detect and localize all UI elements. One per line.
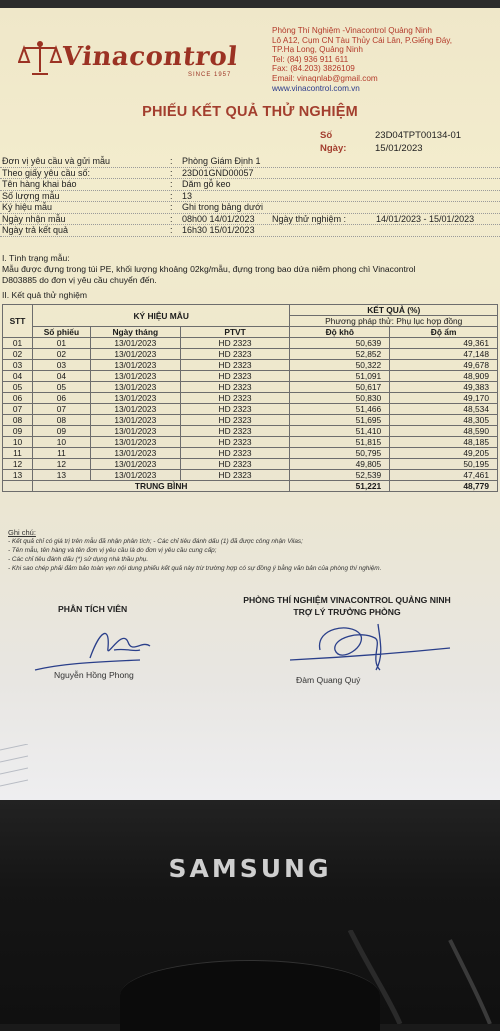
table-row — [3, 470, 498, 481]
cell-dokho: 51,091 — [290, 371, 390, 382]
cell-dokho: 51,466 — [290, 404, 390, 415]
logo-wordmark: Vinacontrol — [60, 42, 240, 72]
cell-ptvt: HD 2323 — [180, 371, 290, 382]
cell-sophieu: 13 — [32, 470, 90, 481]
header-ptvt: PTVT — [180, 327, 290, 338]
cell-ngay: 13/01/2023 — [90, 437, 180, 448]
cell-ngay: 13/01/2023 — [90, 404, 180, 415]
cell-ptvt: HD 2323 — [180, 448, 290, 459]
scales-logo-icon — [18, 38, 62, 78]
cell-ngay: 13/01/2023 — [90, 393, 180, 404]
cell-ptvt: HD 2323 — [180, 404, 290, 415]
header-ngaythang: Ngày tháng — [90, 327, 180, 338]
cell-doam: 50,195 — [390, 459, 498, 470]
vinacontrol-logo — [18, 38, 248, 83]
results-table — [2, 304, 498, 492]
header-phuongphap: Phương pháp thử: Phụ lục hợp đồng — [290, 316, 498, 327]
cell-ptvt: HD 2323 — [180, 426, 290, 437]
cell-ptvt: HD 2323 — [180, 393, 290, 404]
cell-sophieu: 12 — [32, 459, 90, 470]
analyst-name: Nguyễn Hồng Phong — [54, 670, 134, 680]
table-row — [3, 404, 498, 415]
cell-ptvt: HD 2323 — [180, 437, 290, 448]
cell-ptvt: HD 2323 — [180, 349, 290, 360]
info-value: 13 — [182, 190, 193, 201]
table-row — [3, 393, 498, 404]
approver-title-line: PHÒNG THÍ NGHIỆM VINACONTROL QUẢNG NINH — [243, 595, 451, 605]
document-meta — [320, 129, 461, 155]
address-line: Fax: (84.203) 3826109 — [272, 64, 355, 74]
analyst-title: PHÂN TÍCH VIÊN — [58, 604, 128, 614]
analyst-signature — [30, 620, 180, 676]
cell-doam: 49,361 — [390, 338, 498, 349]
table-row — [3, 349, 498, 360]
info-value: 08h00 14/01/2023 — [182, 213, 255, 224]
cell-ngay: 13/01/2023 — [90, 426, 180, 437]
address-line: TP.Hạ Long, Quảng Ninh — [272, 45, 363, 55]
info-key: Ngày trả kết quả — [2, 225, 69, 235]
cell-doam: 47,461 — [390, 470, 498, 481]
table-row — [3, 459, 498, 470]
info-colon: : — [170, 213, 173, 224]
logo-since: SINCE 1957 — [188, 72, 232, 78]
sample-condition — [2, 264, 498, 286]
approver-title — [212, 594, 482, 618]
info-row — [0, 202, 500, 214]
cable-icon — [330, 930, 500, 1024]
cell-doam: 48,185 — [390, 437, 498, 448]
info-row — [0, 225, 500, 237]
header-dokho: Độ khô — [290, 327, 390, 338]
cell-dokho: 52,852 — [290, 349, 390, 360]
cell-dokho: 51,815 — [290, 437, 390, 448]
cell-dokho: 51,695 — [290, 415, 390, 426]
info-key: Ngày nhận mẫu — [2, 213, 66, 224]
cell-stt: 07 — [3, 404, 33, 415]
condition-line: D803885 do đơn vị yêu cầu chuyển đến. — [2, 275, 157, 285]
cell-ngay: 13/01/2023 — [90, 371, 180, 382]
cell-ptvt: HD 2323 — [180, 360, 290, 371]
cell-dokho: 50,617 — [290, 382, 390, 393]
cell-sophieu: 09 — [32, 426, 90, 437]
section-heading: I. Tình trạng mẫu: — [2, 253, 70, 263]
cell-doam: 48,909 — [390, 371, 498, 382]
website-link: www.vinacontrol.com.vn — [272, 83, 360, 93]
info-colon: : — [170, 202, 173, 212]
info-value: 23D01GND00057 — [182, 167, 254, 178]
cell-dokho: 50,830 — [290, 393, 390, 404]
cell-doam: 48,305 — [390, 415, 498, 426]
sample-info — [0, 156, 500, 237]
monitor-brand-logo: SAMSUNG — [168, 854, 332, 883]
info-key: Ký hiệu mẫu — [2, 202, 53, 212]
cell-stt: 06 — [3, 393, 33, 404]
cell-doam: 49,383 — [390, 382, 498, 393]
cell-dokho: 49,805 — [290, 459, 390, 470]
total-dokho: 51,221 — [290, 481, 390, 492]
lab-address — [272, 26, 500, 93]
info-row — [0, 168, 500, 180]
cell-doam: 49,205 — [390, 448, 498, 459]
cell-ngay: 13/01/2023 — [90, 338, 180, 349]
screen-edge-lines — [0, 744, 28, 800]
cell-ngay: 13/01/2023 — [90, 382, 180, 393]
ngay-value: 15/01/2023 — [375, 143, 423, 154]
table-row — [3, 437, 498, 448]
cell-ngay: 13/01/2023 — [90, 470, 180, 481]
cell-sophieu: 02 — [32, 349, 90, 360]
cell-dokho: 50,639 — [290, 338, 390, 349]
cell-stt: 08 — [3, 415, 33, 426]
header-sophieu: Số phiếu — [32, 327, 90, 338]
note-line: - Khi sao chép phải đảm bảo toàn vẹn nội dung phiếu kết quả này trừ trường hợp có sự đồng ý bằng văn bản của phòng thí nghiệm. — [8, 565, 382, 572]
cell-dokho: 51,410 — [290, 426, 390, 437]
cell-ptvt: HD 2323 — [180, 338, 290, 349]
info-value: 14/01/2023 - 15/01/2023 — [376, 213, 475, 224]
cell-sophieu: 08 — [32, 415, 90, 426]
total-row — [3, 481, 498, 492]
info-key: Ngày thử nghiệm : — [272, 213, 347, 224]
approver-signature — [280, 620, 460, 680]
cell-doam: 49,170 — [390, 393, 498, 404]
cell-doam: 48,590 — [390, 426, 498, 437]
so-label: Số — [320, 130, 333, 141]
cell-doam: 47,148 — [390, 349, 498, 360]
header-kyhieu: KÝ HIỆU MẪU — [32, 305, 289, 327]
total-spacer — [3, 481, 33, 492]
table-row — [3, 426, 498, 437]
cell-doam: 49,678 — [390, 360, 498, 371]
table-row — [3, 415, 498, 426]
cell-dokho: 50,322 — [290, 360, 390, 371]
total-doam: 48,779 — [390, 481, 498, 492]
cell-stt: 13 — [3, 470, 33, 481]
section-heading: II. Kết quả thử nghiệm — [2, 290, 88, 300]
total-label: TRUNG BÌNH — [32, 481, 289, 492]
cell-stt: 10 — [3, 437, 33, 448]
monitor-screen — [0, 8, 500, 800]
cell-doam: 48,534 — [390, 404, 498, 415]
cell-stt: 03 — [3, 360, 33, 371]
cell-sophieu: 11 — [32, 448, 90, 459]
info-value: Phòng Giám Định 1 — [182, 156, 261, 166]
info-key: Tên hàng khai báo — [2, 179, 77, 189]
info-value: Dăm gỗ keo — [182, 179, 231, 189]
cell-stt: 09 — [3, 426, 33, 437]
address-line: Lô A12, Cụm CN Tàu Thủy Cái Lân, P.Giếng Đáy, — [272, 35, 453, 45]
document-header — [0, 8, 500, 168]
cell-ngay: 13/01/2023 — [90, 448, 180, 459]
so-value: 23D04TPT00134-01 — [375, 130, 462, 141]
cell-stt: 01 — [3, 338, 33, 349]
cell-dokho: 52,539 — [290, 470, 390, 481]
info-row — [0, 214, 500, 226]
info-row — [0, 179, 500, 191]
approver-name: Đàm Quang Quý — [296, 675, 361, 685]
cell-ngay: 13/01/2023 — [90, 415, 180, 426]
info-value: Ghi trong bảng dưới — [182, 202, 263, 212]
note-line: - Các chỉ tiêu đánh dấu (*) sử dụng nhà thầu phụ. — [8, 556, 149, 563]
cell-ptvt: HD 2323 — [180, 382, 290, 393]
cell-sophieu: 01 — [32, 338, 90, 349]
info-row — [0, 156, 500, 168]
table-row — [3, 382, 498, 393]
header-ketqua: KẾT QUẢ (%) — [290, 305, 498, 316]
cell-stt: 12 — [3, 459, 33, 470]
table-row — [3, 360, 498, 371]
document-title: PHIẾU KẾT QUẢ THỬ NGHIỆM — [142, 104, 358, 120]
cell-ptvt: HD 2323 — [180, 470, 290, 481]
cell-stt: 05 — [3, 382, 33, 393]
address-line: Email: vinaqnlab@gmail.com — [272, 73, 378, 83]
table-row — [3, 448, 498, 459]
info-key: Theo giấy yêu cầu số: — [2, 167, 91, 178]
info-key: Đơn vị yêu cầu và gửi mẫu — [2, 156, 110, 166]
cell-ngay: 13/01/2023 — [90, 459, 180, 470]
cell-sophieu: 06 — [32, 393, 90, 404]
table-row — [3, 371, 498, 382]
cell-sophieu: 04 — [32, 371, 90, 382]
info-colon: : — [170, 190, 173, 201]
info-colon: : — [170, 179, 173, 189]
address-line: Phòng Thí Nghiệm -Vinacontrol Quảng Ninh — [272, 26, 432, 35]
info-row — [0, 191, 500, 203]
info-colon: : — [170, 225, 173, 235]
notes — [8, 528, 492, 573]
info-key: Số lượng mẫu — [2, 190, 60, 201]
cell-ptvt: HD 2323 — [180, 415, 290, 426]
notes-heading: Ghi chú: — [8, 528, 36, 537]
info-colon: : — [170, 156, 173, 166]
table-row — [3, 338, 498, 349]
note-line: - Tên mẫu, tên hàng và tên đơn vị yêu cầu là do đơn vị yêu cầu cung cấp; — [8, 547, 217, 554]
note-line: - Kết quả chỉ có giá trị trên mẫu đã nhận phân tích; - Các chỉ tiêu đánh dấu (1) đã được công nhận Vilas; — [8, 538, 303, 545]
condition-line: Mẫu được đựng trong túi PE, khối lượng khoảng 02kg/mẫu, đựng trong bao dứa niêm phong chì Vinacontrol — [2, 264, 416, 274]
cell-sophieu: 05 — [32, 382, 90, 393]
cell-sophieu: 07 — [32, 404, 90, 415]
address-line: Tel: (84) 936 911 611 — [272, 54, 349, 64]
cell-dokho: 50,795 — [290, 448, 390, 459]
cell-stt: 02 — [3, 349, 33, 360]
header-stt: STT — [3, 305, 33, 338]
header-doam: Độ ẩm — [390, 327, 498, 338]
info-colon: : — [170, 167, 173, 178]
cell-sophieu: 03 — [32, 360, 90, 371]
info-value: 16h30 15/01/2023 — [182, 225, 255, 235]
cell-ngay: 13/01/2023 — [90, 349, 180, 360]
cell-sophieu: 10 — [32, 437, 90, 448]
approver-title-line: TRỢ LÝ TRƯỞNG PHÒNG — [293, 607, 401, 617]
cell-ngay: 13/01/2023 — [90, 360, 180, 371]
ngay-label: Ngày: — [320, 143, 347, 154]
cell-stt: 04 — [3, 371, 33, 382]
cell-ptvt: HD 2323 — [180, 459, 290, 470]
cell-stt: 11 — [3, 448, 33, 459]
